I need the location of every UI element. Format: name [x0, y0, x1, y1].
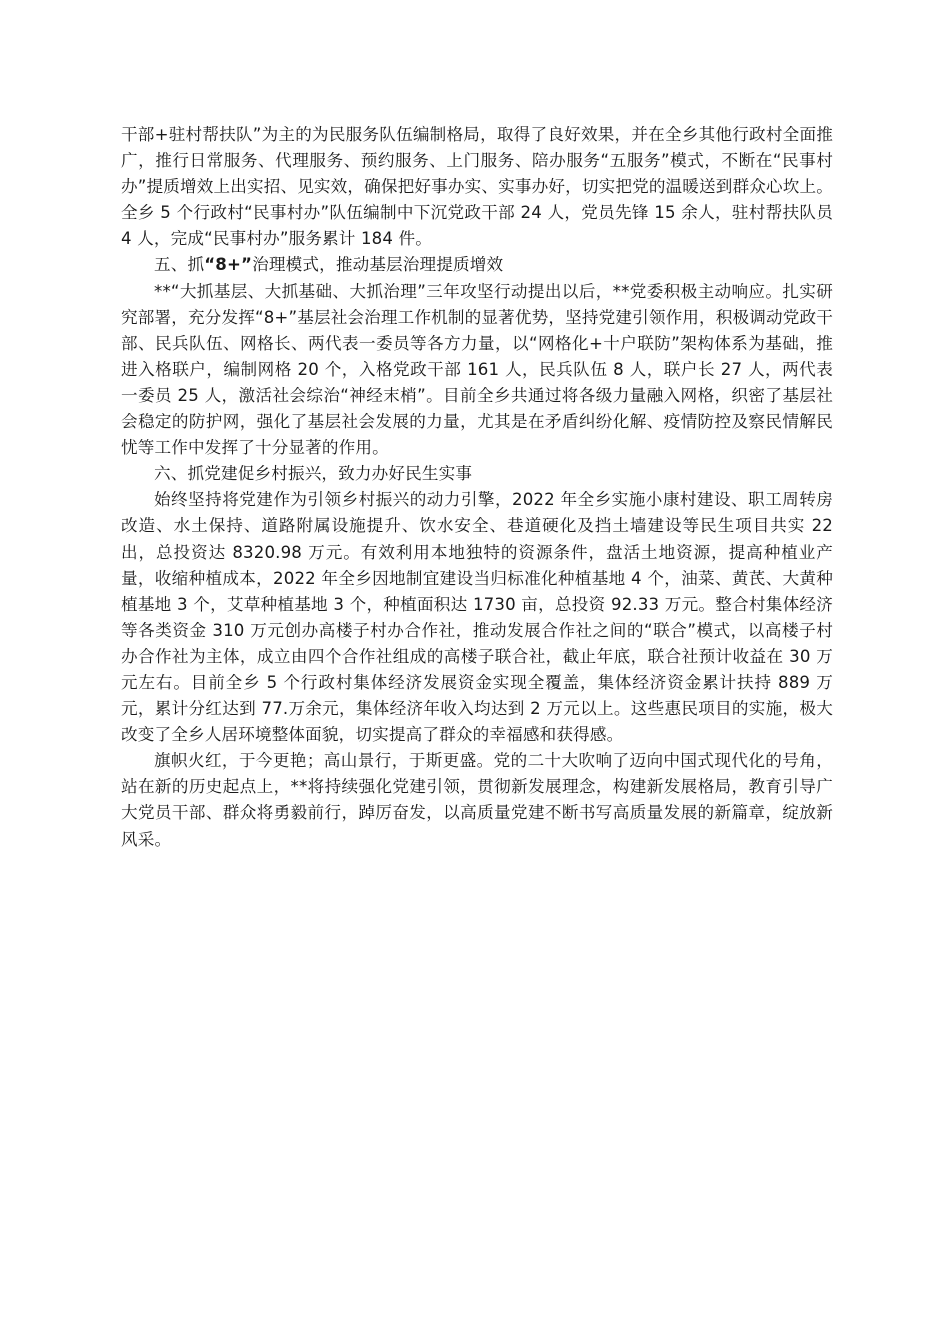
heading-five-prefix: 五、抓	[154, 255, 205, 275]
heading-section-five	[121, 252, 833, 278]
document-page	[121, 122, 833, 853]
paragraph-grid-governance: **“大抓基层、大抓基础、大抓治理”三年攻坚行动提出以后，**党委积极主动响应。扎实研究部署，充分发挥“8+”基层社会治理工作机制的显著优势，坚持党建引领作用，积极调动党政干部、民兵队伍、网格长、两代表一委员等各方力量，以“网格化+十户联防”架构体系为基础，推进入格联户，编制网格 20 个，入格党政干部 161 人，民兵队伍 8 人，联户长 27 人，两代表一委员 25 人，激活社会综治“神经末梢”。目前全乡共通过将各级力量融入网格，织密了基层社会稳定的防护网，强化了基层社会发展的力量，尤其是在矛盾纠纷化解、疫情防控及察民情解民忧等工作中发挥了十分显著的作用。	[121, 281, 834, 458]
paragraph-rural-revitalization: 始终坚持将党建作为引领乡村振兴的动力引擎，2022 年全乡实施小康村建设、职工周转房改造、水土保持、道路附属设施提升、饮水安全、巷道硬化及挡土墙建设等民生项目共实 22 出，总投资达 8320.98 万元。有效利用本地独特的资源条件，盘活土地资源，提高种植业产量，收缩种植成本，2022 年全乡因地制宜建设当归标准化种植基地 4 个，油菜、黄芪、大黄种植基地 3 个，艾草种植基地 3 个，种植面积达 1730 亩，总投资 92.33 万元。整合村集体经济等各类资金 310 万元创办高楼子村办合作社，推动发展合作社之间的“联合”模式，以高楼子村办合作社为主体，成立由四个合作社组成的高楼子联合社，截止年底，联合社预计收益在 30 万元左右。目前全乡 5 个行政村集体经济发展资金实现全覆盖，集体经济资金累计扶持 889 万元，累计分红达到 77.万余元，集体经济年收入均达到 2 万元以上。这些惠民项目的实施，极大改变了全乡人居环境整体面貌，切实提高了群众的幸福感和获得感。	[121, 490, 833, 745]
heading-section-six: 六、抓党建促乡村振兴，致力办好民生实事	[154, 464, 473, 484]
paragraph-conclusion: 旗帜火红，于今更艳；高山景行，于斯更盛。党的二十大吹响了迈向中国式现代化的号角，站在新的历史起点上，**将持续强化党建引领，贯彻新发展理念，构建新发展格局，教育引导广大党员干部、群众将勇毅前行，踔厉奋发，以高质量党建不断书写高质量发展的新篇章，绽放新风采。	[121, 751, 833, 849]
paragraph-service-team: 干部+驻村帮扶队”为主的为民服务队伍编制格局，取得了良好效果，并在全乡其他行政村全面推广，推行日常服务、代理服务、预约服务、上门服务、陪办服务“五服务”模式，不断在“民事村办”提质增效上出实招、见实效，确保把好事办实、实事办好，切实把党的温暖送到群众心坎上。全乡 5 个行政村“民事村办”队伍编制中下沉党政干部 24 人，党员先锋 15 余人，驻村帮扶队员 4 人，完成“民事村办”服务累计 184 件。	[121, 125, 833, 249]
heading-five-suffix: 治理模式，推动基层治理提质增效	[252, 255, 504, 275]
heading-five-bold: “8+”	[204, 255, 253, 275]
